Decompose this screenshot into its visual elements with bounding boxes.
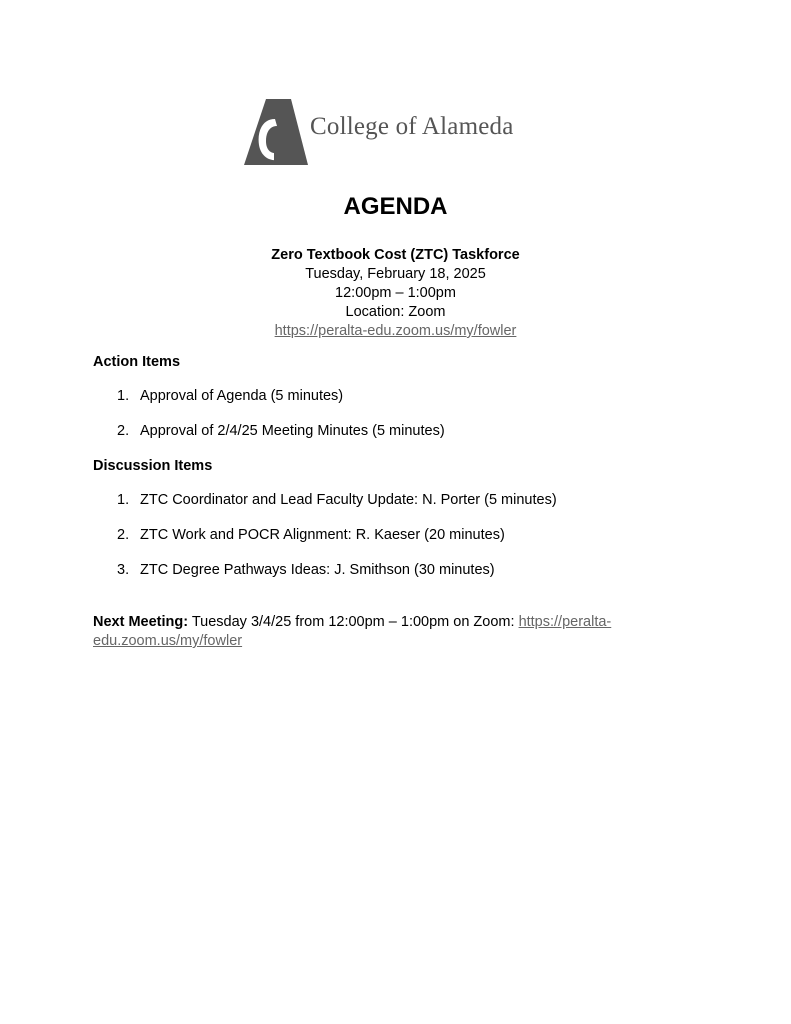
action-item	[117, 388, 343, 404]
college-logo-mark	[244, 99, 308, 165]
item-text: ZTC Degree Pathways Ideas: J. Smithson (30 minutes)	[140, 562, 495, 578]
next-meeting-label: Next Meeting:	[93, 614, 189, 630]
next-meeting-zoom-link[interactable]: https://peralta-edu.zoom.us/my/fowler	[93, 614, 612, 649]
discussion-item	[117, 562, 495, 578]
meeting-location: Location: Zoom	[345, 304, 446, 320]
item-number: 1.	[117, 388, 130, 404]
item-text: ZTC Coordinator and Lead Faculty Update: N. Porter (5 minutes)	[140, 492, 557, 508]
action-items-heading: Action Items	[93, 354, 181, 370]
page-title: AGENDA	[343, 193, 448, 220]
discussion-item	[117, 527, 505, 543]
meeting-header	[0, 246, 791, 341]
college-logo	[244, 99, 554, 165]
committee-name: Zero Textbook Cost (ZTC) Taskforce	[271, 247, 520, 263]
meeting-time: 12:00pm – 1:00pm	[335, 285, 456, 301]
next-meeting-text: Tuesday 3/4/25 from 12:00pm – 1:00pm on Zoom:	[191, 614, 515, 630]
item-text: Approval of 2/4/25 Meeting Minutes (5 minutes)	[140, 423, 445, 439]
item-number: 2.	[117, 527, 130, 543]
meeting-date: Tuesday, February 18, 2025	[305, 266, 486, 282]
discussion-items-heading: Discussion Items	[93, 458, 213, 474]
item-text: Approval of Agenda (5 minutes)	[140, 388, 344, 404]
zoom-link[interactable]: https://peralta-edu.zoom.us/my/fowler	[274, 323, 517, 339]
item-number: 1.	[117, 492, 130, 508]
item-number: 2.	[117, 423, 130, 439]
college-logo-text: College of Alameda	[310, 113, 514, 140]
action-item	[117, 423, 445, 439]
discussion-item	[117, 492, 557, 508]
item-number: 3.	[117, 562, 130, 578]
item-text: ZTC Work and POCR Alignment: R. Kaeser (20 minutes)	[140, 527, 505, 543]
next-meeting	[93, 613, 663, 651]
